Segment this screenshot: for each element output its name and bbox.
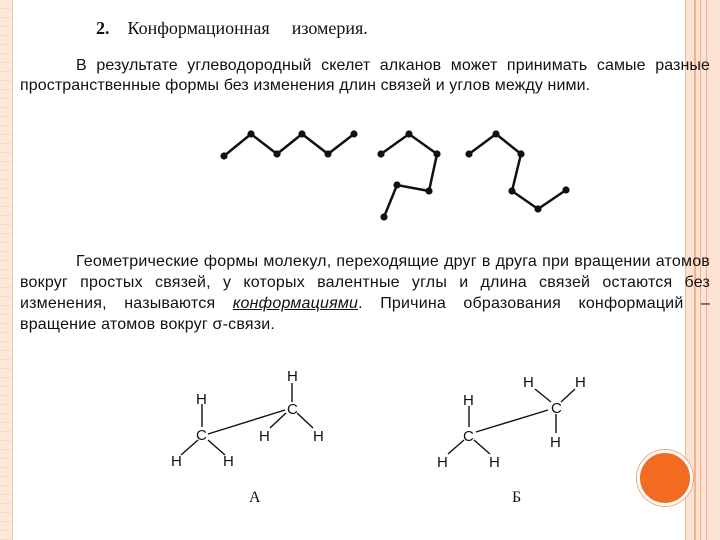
carbon-label: C (463, 428, 474, 445)
decorative-orange-circle (637, 450, 693, 506)
hydrogen-label: H (313, 428, 324, 445)
caption-b: Б (512, 489, 522, 506)
term-conformations: конформациями (232, 295, 359, 312)
definition-before: Геометрические формы молекул, переходящие друг в друга при вращении атомов вокруг простых связей, у которых валентные углы и длина связей остаются без изменения, называются (20, 253, 710, 312)
heading-number: 2. (96, 18, 110, 38)
hydrogen-label: H (575, 374, 586, 391)
hydrogen-label: H (196, 391, 207, 408)
carbon-label: C (287, 401, 298, 418)
carbon-label: C (551, 400, 562, 417)
hydrogen-label: H (223, 453, 234, 470)
heading-word1: Конформационная (127, 18, 270, 38)
heading-word2: изомерия. (291, 18, 368, 38)
hydrogen-label: H (287, 368, 298, 385)
hydrogen-label: H (523, 374, 534, 391)
hydrogen-label: H (550, 434, 561, 451)
hydrogen-label: H (437, 454, 448, 471)
hydrogen-label: H (171, 453, 182, 470)
hydrogen-label: H (259, 428, 270, 445)
hydrogen-label: H (463, 392, 474, 409)
definition-after: . Причина образования конформаций – вращение атомов вокруг σ-связи. (20, 295, 711, 333)
hydrogen-label: H (489, 454, 500, 471)
conformation-b-atoms (437, 374, 586, 471)
paragraph-intro-text: В результате углеводородный скелет алканов может принимать самые разные пространственные формы без изменения длин связей и углов между ними. (20, 57, 710, 94)
carbon-label: C (196, 427, 207, 444)
caption-a: А (249, 489, 261, 506)
